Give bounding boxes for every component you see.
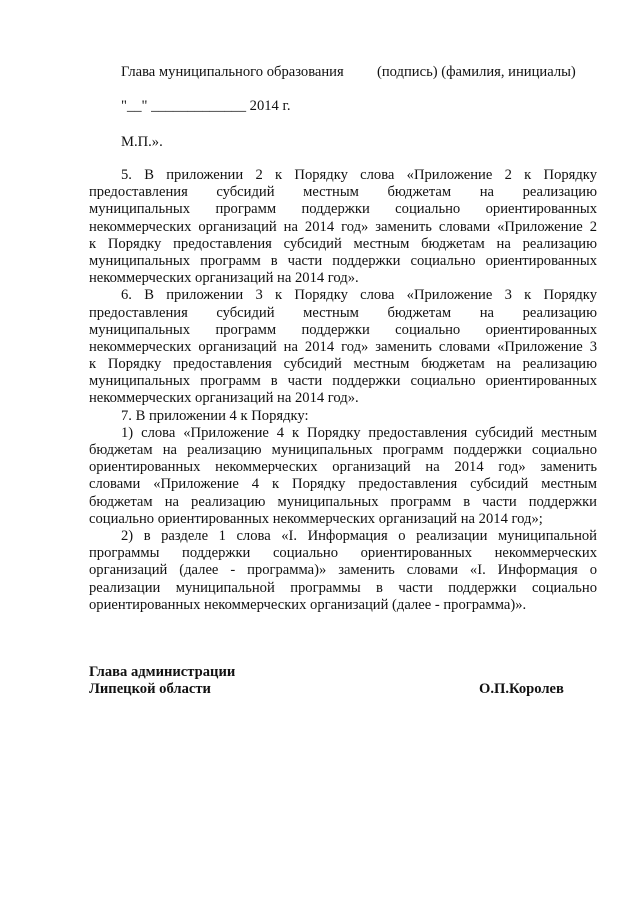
date-line: "__" _____________ 2014 г.: [121, 98, 291, 114]
signature-placeholders: (подпись) (фамилия, инициалы): [377, 64, 576, 80]
paragraph-line: реализации муниципальной программы в части поддержки социально: [89, 579, 597, 596]
paragraph-line: муниципальных программ в части поддержки социально ориентированных: [89, 252, 597, 269]
paragraph-line: предоставления субсидий местным бюджетам на реализацию: [89, 304, 597, 321]
paragraph-line: бюджетам на реализацию муниципальных программ поддержки социально: [89, 442, 597, 458]
paragraph-line: некоммерческих организаций на 2014 год» заменить словами «Приложение 3: [89, 338, 597, 355]
signatory-title-line2: Липецкой области: [89, 681, 211, 697]
paragraph-line: 1) слова «Приложение 4 к Порядку предоставления субсидий местным: [121, 424, 597, 441]
amendments-text: [89, 167, 597, 614]
paragraph-line: программы поддержки социально ориентированных некоммерческих: [89, 545, 597, 562]
paragraph-line: к Порядку предоставления субсидий местным бюджетам на реализацию: [89, 235, 597, 252]
paragraph-line: некоммерческих организаций на 2014 год».: [89, 390, 359, 407]
paragraph-line: 2) в разделе 1 слова «I. Информация о реализации муниципальной: [121, 527, 597, 544]
paragraph-line: предоставления субсидий местным бюджетам на реализацию: [89, 184, 597, 201]
paragraph-line: к Порядку предоставления субсидий местным бюджетам на реализацию: [89, 356, 597, 373]
seal-mark: М.П.».: [121, 134, 163, 150]
paragraph-line: 5. В приложении 2 к Порядку слова «Приложение 2 к Порядку: [121, 167, 597, 183]
signatory-title: [89, 664, 235, 698]
signatory-title-line1: Глава администрации: [89, 664, 236, 680]
paragraph-line: словами «Приложение 4 к Порядку предоставления субсидий местным: [89, 476, 597, 493]
paragraph-line: бюджетам на реализацию муниципальных программ в части поддержки: [89, 493, 597, 510]
paragraph-line: муниципальных программ в части поддержки социально ориентированных: [89, 373, 597, 390]
paragraph-line: ориентированных некоммерческих организаций (далее - программа)».: [89, 596, 527, 613]
paragraph-line: муниципальных программ поддержки социально ориентированных: [89, 201, 597, 218]
paragraph-line: некоммерческих организаций на 2014 год».: [89, 270, 359, 287]
paragraph-line: ориентированных некоммерческих организаций на 2014 год» заменить: [89, 459, 597, 476]
signatory-name: О.П.Королев: [479, 681, 564, 697]
paragraph-line: муниципальных программ поддержки социально ориентированных: [89, 321, 597, 338]
paragraph-line: 7. В приложении 4 к Порядку:: [121, 407, 309, 424]
paragraph-line: 6. В приложении 3 к Порядку слова «Приложение 3 к Порядку: [121, 287, 597, 304]
paragraph-line: некоммерческих организаций на 2014 год» заменить словами «Приложение 2: [89, 218, 597, 235]
paragraph-line: социально ориентированных некоммерческих организаций на 2014 год»;: [89, 510, 543, 527]
paragraph-line: организаций (далее - программа)» заменить словами «I. Информация о: [89, 562, 597, 579]
signature-title: Глава муниципального образования: [121, 64, 344, 80]
